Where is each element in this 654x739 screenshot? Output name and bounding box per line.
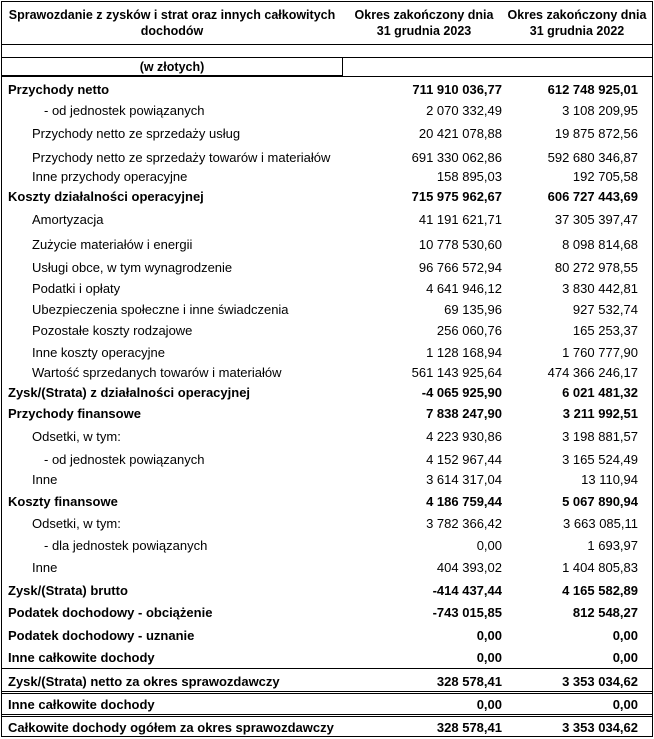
value-2022: 13 110,94 [581, 472, 638, 487]
value-2022: 192 705,58 [572, 169, 638, 184]
value-2022: 3 663 085,11 [563, 516, 638, 531]
value-2022: 474 366 246,17 [547, 365, 638, 380]
value-2022: 1 693,97 [587, 538, 638, 553]
table-row [2, 645, 652, 667]
value-2022: 1 760 777,90 [562, 345, 638, 360]
table-row [2, 600, 652, 622]
row-label: Podatek dochodowy - obciążenie [8, 605, 213, 620]
row-label: Przychody netto ze sprzedaży usług [32, 126, 241, 141]
value-2023: 69 135,96 [444, 302, 502, 317]
row-label: Inne koszty operacyjne [32, 345, 165, 360]
value-2023: 96 766 572,94 [418, 260, 502, 275]
value-2022: 3 108 209,95 [562, 103, 638, 118]
table-row [2, 186, 652, 206]
row-label: Wartość sprzedanych towarów i materiałów [32, 365, 282, 380]
value-2022: 165 253,37 [572, 323, 638, 338]
row-label: Inne [32, 560, 58, 575]
table-row [2, 533, 652, 555]
value-2022: 4 165 582,89 [562, 583, 638, 598]
row-label: Inne [32, 472, 58, 487]
row-label: Inne przychody operacyjne [32, 169, 188, 184]
value-2023: 2 070 332,49 [426, 103, 502, 118]
income-statement-table [1, 1, 653, 737]
table-row [2, 694, 652, 714]
value-2022: 612 748 925,01 [547, 82, 638, 97]
value-2023: 715 975 962,67 [411, 189, 502, 204]
value-2022: 3 353 034,62 [562, 720, 638, 735]
value-2022: 3 353 034,62 [562, 674, 638, 689]
row-label: Ubezpieczenia społeczne i inne świadczenia [32, 302, 289, 317]
value-2023: 4 223 930,86 [426, 429, 502, 444]
value-2023: -743 015,85 [432, 605, 502, 620]
value-2022: 3 165 524,49 [562, 452, 638, 467]
table-row [2, 298, 652, 319]
value-2023: 711 910 036,77 [412, 82, 502, 97]
table-row [2, 78, 652, 99]
row-label: Odsetki, w tym: [32, 516, 121, 531]
value-2022: 927 532,74 [572, 302, 638, 317]
value-2022: 3 198 881,57 [562, 429, 638, 444]
value-2023: 256 060,76 [436, 323, 502, 338]
header-statement-title: Sprawozdanie z zysków i strat oraz innych całkowitych dochodów [8, 8, 336, 38]
value-2023: 328 578,41 [436, 674, 502, 689]
table-row [2, 423, 652, 446]
value-2022: 0,00 [612, 628, 638, 643]
table-row [2, 167, 652, 186]
value-2023: 691 330 062,86 [411, 150, 502, 165]
value-2022: 3 830 442,81 [562, 281, 638, 296]
value-2023: 158 895,03 [436, 169, 502, 184]
value-2022: 5 067 890,94 [562, 494, 638, 509]
row-label: Zysk/(Strata) z działalności operacyjnej [8, 385, 251, 400]
row-label: Amortyzacja [32, 212, 104, 227]
table-row [2, 206, 652, 229]
row-label: - dla jednostek powiązanych [44, 538, 208, 553]
value-2022: 1 404 805,83 [562, 560, 638, 575]
value-2022: 80 272 978,55 [554, 260, 638, 275]
value-2023: 10 778 530,60 [418, 237, 502, 252]
value-2022: 19 875 872,56 [554, 126, 638, 141]
table-row [2, 120, 652, 143]
value-2023: 0,00 [476, 628, 502, 643]
row-label: Przychody netto ze sprzedaży towarów i materiałów [32, 150, 331, 165]
value-2023: 1 128 168,94 [426, 345, 502, 360]
table-row [2, 622, 652, 645]
table-row [2, 277, 652, 298]
value-2022: 6 021 481,32 [562, 385, 638, 400]
row-label: Przychody netto [8, 82, 110, 97]
value-2023: 4 152 967,44 [426, 452, 502, 467]
value-2023: 7 838 247,90 [426, 406, 502, 421]
table-row [2, 511, 652, 533]
row-label: Usługi obce, w tym wynagrodzenie [32, 260, 233, 275]
row-label: - od jednostek powiązanych [44, 452, 205, 467]
value-2023: -4 065 925,90 [421, 385, 502, 400]
value-2022: 812 548,27 [572, 605, 638, 620]
row-label: - od jednostek powiązanych [44, 103, 205, 118]
value-2022: 592 680 346,87 [547, 150, 638, 165]
value-2022: 37 305 397,47 [554, 212, 638, 227]
value-2023: 4 186 759,44 [426, 494, 502, 509]
table-row [2, 489, 652, 511]
value-2023: 561 143 925,64 [411, 365, 502, 380]
value-2022: 0,00 [612, 697, 638, 712]
table-row [2, 382, 652, 402]
table-row [2, 555, 652, 577]
row-label: Zysk/(Strata) brutto [8, 583, 128, 598]
value-2023: 0,00 [476, 650, 502, 665]
table-row [2, 229, 652, 254]
row-label: Inne całkowite dochody [8, 650, 155, 665]
header-period-2022: Okres zakończony dnia 31 grudnia 2022 [507, 8, 647, 38]
table-header [2, 2, 652, 45]
row-label: Zysk/(Strata) netto za okres sprawozdawczy [8, 674, 280, 689]
value-2023: 41 191 621,71 [418, 212, 502, 227]
table-row [2, 99, 652, 120]
value-2023: -414 437,44 [432, 583, 502, 598]
row-label: Podatek dochodowy - uznanie [8, 628, 195, 643]
table-row [2, 469, 652, 489]
value-2023: 20 421 078,88 [418, 126, 502, 141]
table-row [2, 717, 652, 737]
table-row [2, 319, 652, 340]
value-2023: 4 641 946,12 [426, 281, 502, 296]
value-2023: 0,00 [476, 538, 502, 553]
table-row [2, 402, 652, 423]
row-label: Odsetki, w tym: [32, 429, 121, 444]
value-2023: 404 393,02 [436, 560, 502, 575]
header-period-2023: Okres zakończony dnia 31 grudnia 2023 [354, 8, 494, 38]
value-2023: 3 614 317,04 [426, 472, 502, 487]
table-row [2, 577, 652, 600]
table-row [2, 446, 652, 469]
value-2022: 8 098 814,68 [562, 237, 638, 252]
value-2022: 0,00 [612, 650, 638, 665]
row-label: Koszty działalności operacyjnej [8, 189, 204, 204]
row-label: Koszty finansowe [8, 494, 118, 509]
row-label: Podatki i opłaty [32, 281, 121, 296]
row-label: Pozostałe koszty rodzajowe [32, 323, 193, 338]
value-2023: 3 782 366,42 [426, 516, 502, 531]
spacer-row [2, 45, 652, 58]
row-label: Zużycie materiałów i energii [32, 237, 193, 252]
value-2022: 606 727 443,69 [547, 189, 638, 204]
row-label: Inne całkowite dochody [8, 697, 155, 712]
row-label: Przychody finansowe [8, 406, 141, 421]
value-2023: 0,00 [476, 697, 502, 712]
table-row [2, 143, 652, 167]
table-row [2, 362, 652, 382]
value-2022: 3 211 992,51 [562, 406, 638, 421]
table-row [2, 254, 652, 277]
table-row [2, 669, 652, 691]
currency-unit-label: (w złotych) [2, 58, 343, 76]
table-row [2, 340, 652, 362]
divider [2, 76, 652, 77]
row-label: Całkowite dochody ogółem za okres sprawozdawczy [8, 720, 334, 735]
value-2023: 328 578,41 [436, 720, 502, 735]
